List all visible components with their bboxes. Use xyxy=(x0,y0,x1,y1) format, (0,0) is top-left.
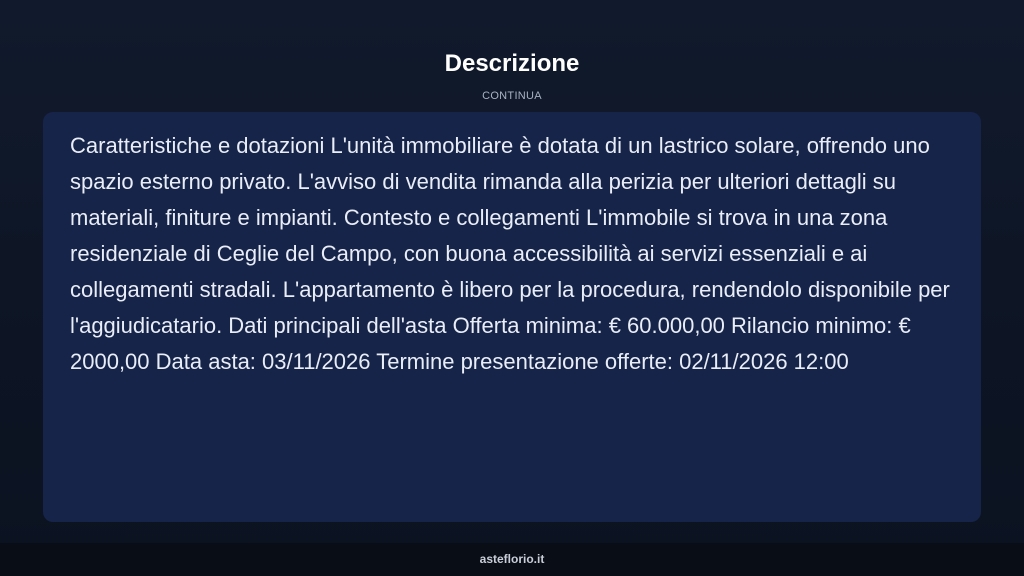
description-card xyxy=(43,112,981,522)
continue-link[interactable]: CONTINUA xyxy=(482,90,542,102)
description-text: Caratteristiche e dotazioni L'unità immobiliare è dotata di un lastrico solare, offrendo uno spazio esterno privato. L'avviso di vendita rimanda alla perizia per ulteriori dettagli su materiali, finiture e impianti. Contesto e collegamenti L'immobile si trova in una zona residenziale di Ceglie del Campo, con buona accessibilità ai servizi essenziali e ai collegamenti stradali. L'appartamento è libero per la procedura, rendendolo disponibile per l'aggiudicatario. Dati principali dell'asta Offerta minima: € 60.000,00 Rilancio minimo: € 2000,00 Data asta: 03/11/2026 Termine presentazione offerte: 02/11/2026 12:00 xyxy=(70,133,950,374)
page-title: Descrizione xyxy=(444,50,580,77)
footer-site-name: asteflorio.it xyxy=(479,552,545,566)
